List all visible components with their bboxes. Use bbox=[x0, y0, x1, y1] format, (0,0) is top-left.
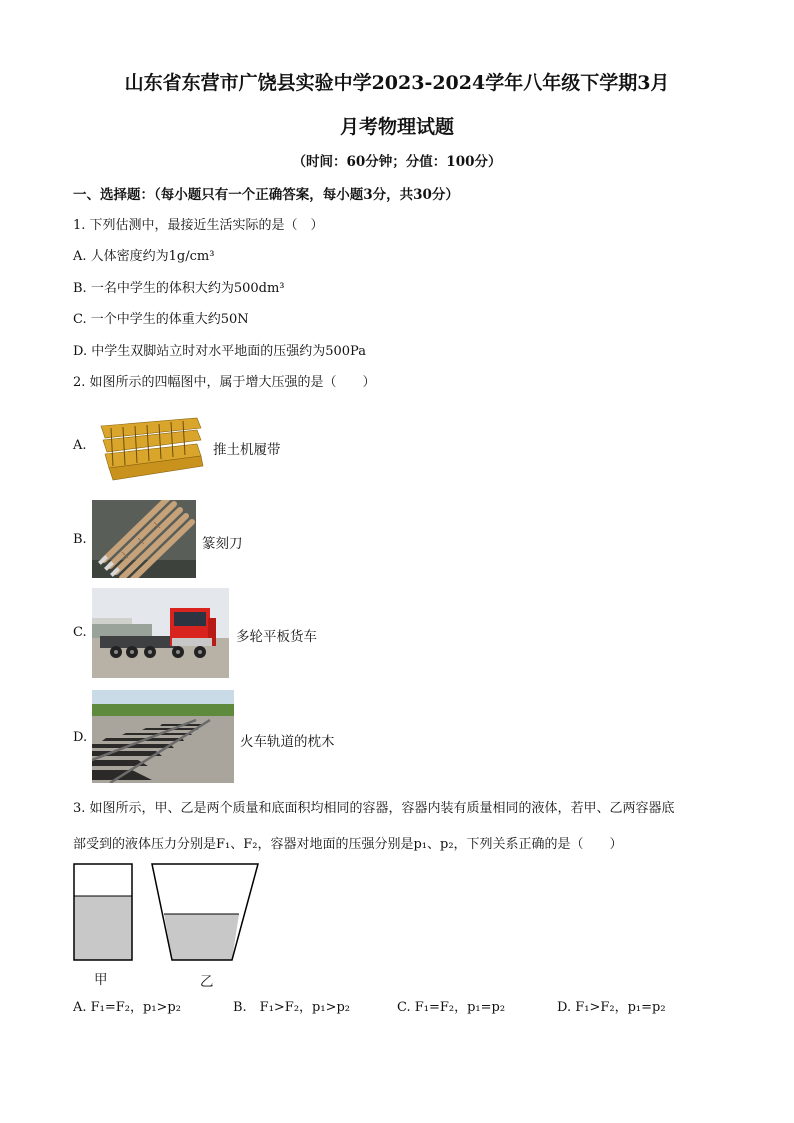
bulldozer-track-image bbox=[97, 410, 205, 486]
q2-option-a-caption: 推土机履带 bbox=[213, 442, 281, 458]
label-yi: 乙 bbox=[200, 974, 214, 990]
container-yi bbox=[152, 864, 258, 960]
question-2-stem: 2. 如图所示的四幅图中，属于增大压强的是（ ） bbox=[73, 375, 376, 390]
exam-meta: （时间：60分钟；分值：100分） bbox=[292, 154, 502, 170]
q2-option-d-caption: 火车轨道的枕木 bbox=[240, 734, 335, 750]
containers-figure bbox=[70, 862, 270, 966]
carving-knife-image bbox=[92, 500, 196, 578]
page-title-line2: 月考物理试题 bbox=[339, 116, 454, 138]
q1-option-d: D. 中学生双脚站立时对水平地面的压强约为500Pa bbox=[73, 344, 366, 359]
label-jia: 甲 bbox=[94, 972, 108, 988]
page-title: 山东省东营市广饶县实验中学2023-2024学年八年级下学期3月 bbox=[124, 72, 670, 94]
question-1-stem: 1. 下列估测中，最接近生活实际的是（ ） bbox=[73, 218, 324, 233]
q2-option-c-letter: C. bbox=[73, 625, 87, 640]
q2-option-b-letter: B. bbox=[73, 532, 87, 547]
q3-option-d: D. F₁>F₂，p₁=p₂ bbox=[557, 1000, 666, 1015]
container-jia bbox=[74, 864, 132, 960]
q2-option-b-caption: 篆刻刀 bbox=[202, 536, 243, 552]
q3-option-c: C. F₁=F₂，p₁=p₂ bbox=[397, 1000, 506, 1015]
question-3-line1: 3. 如图所示，甲、乙是两个质量和底面积均相同的容器，容器内装有质量相同的液体，若甲、乙两容器底 bbox=[73, 801, 675, 816]
flatbed-truck-image bbox=[92, 588, 229, 678]
question-3-line2: 部受到的液体压力分别是F₁、F₂，容器对地面的压强分别是p₁、p₂，下列关系正确的是（ ） bbox=[73, 837, 623, 852]
q2-option-a-letter: A. bbox=[73, 438, 87, 453]
railway-sleepers-image bbox=[92, 690, 234, 783]
q3-option-b: B. F₁>F₂，p₁>p₂ bbox=[233, 1000, 351, 1015]
q2-option-c-caption: 多轮平板货车 bbox=[236, 629, 317, 645]
section-heading: 一、选择题：（每小题只有一个正确答案，每小题3分，共30分） bbox=[73, 187, 459, 203]
q1-option-c: C. 一个中学生的体重大约50N bbox=[73, 312, 249, 327]
q2-option-d-letter: D. bbox=[73, 730, 88, 745]
q1-option-a: A. 人体密度约为1g/cm³ bbox=[73, 249, 215, 264]
q1-option-b: B. 一名中学生的体积大约为500dm³ bbox=[73, 281, 285, 296]
q3-option-a: A. F₁=F₂，p₁>p₂ bbox=[73, 1000, 181, 1015]
